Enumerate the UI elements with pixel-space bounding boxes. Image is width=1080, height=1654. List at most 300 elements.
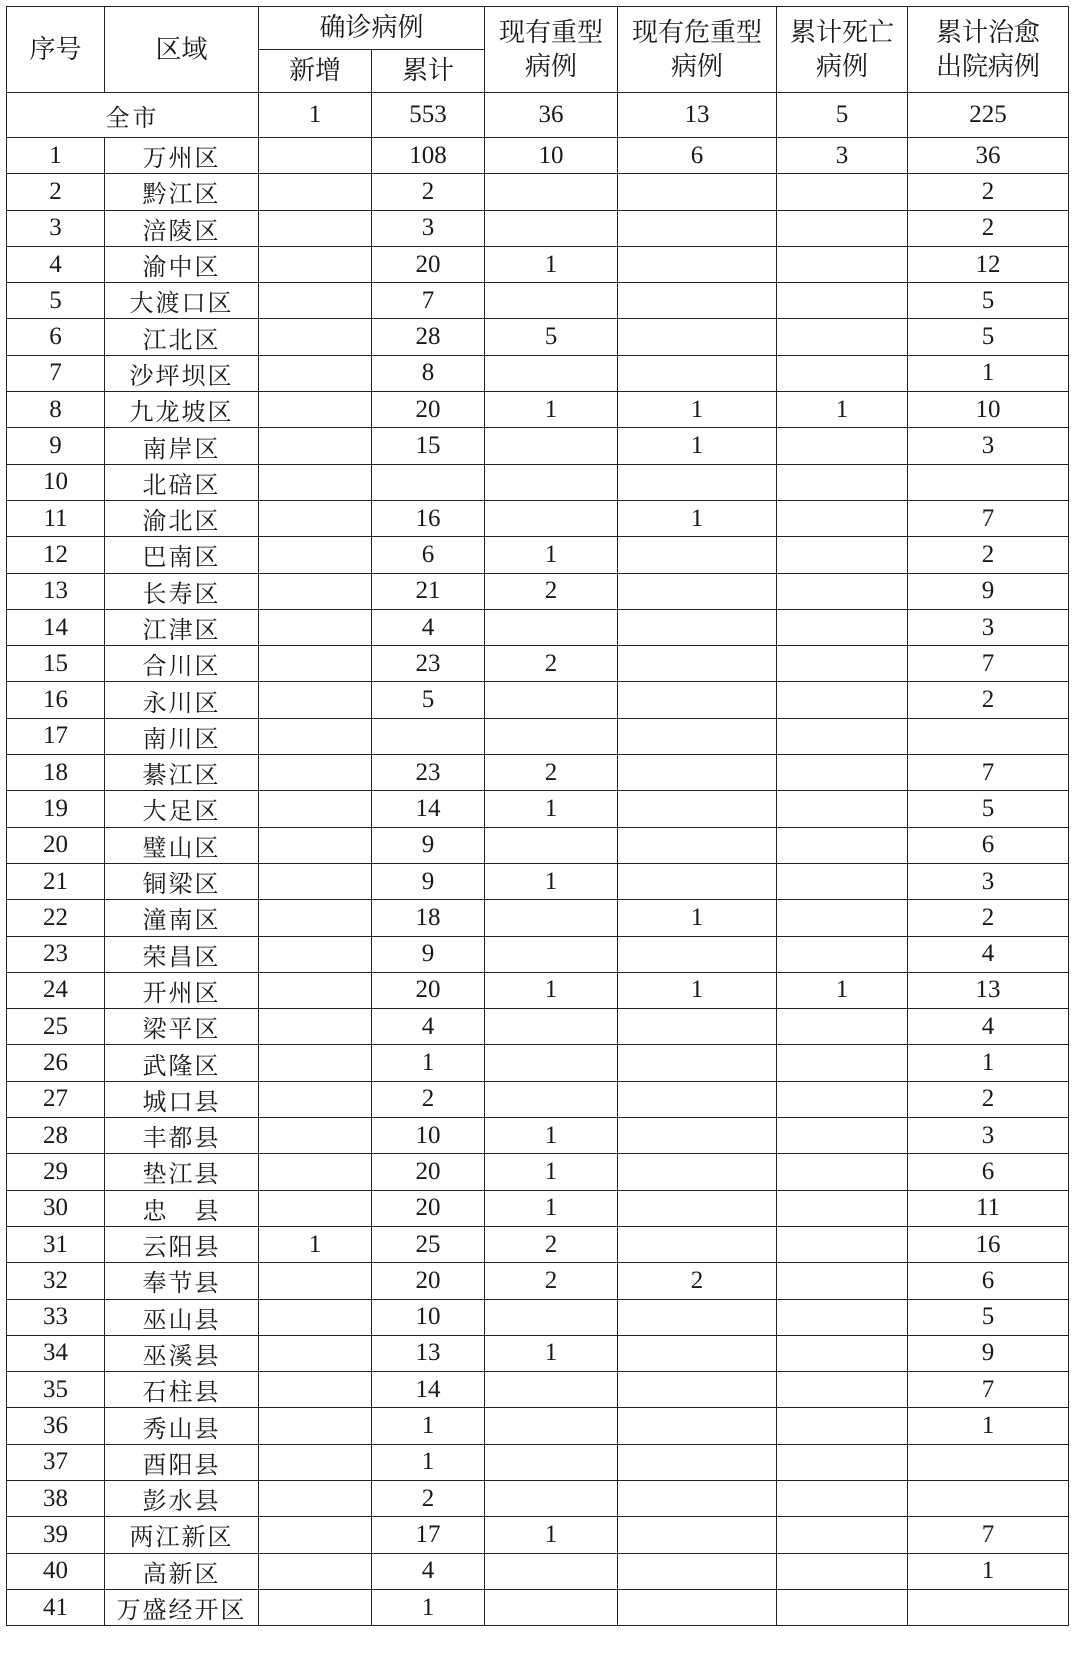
critical-cell: [618, 1009, 777, 1045]
region-cell: 巴南区: [105, 537, 259, 573]
cured-cell: 7: [908, 500, 1069, 536]
critical-cell: [618, 718, 777, 754]
new-cases-cell: [259, 646, 372, 682]
critical-cell: [618, 464, 777, 500]
header-severe-line1: 现有重型: [499, 17, 604, 48]
cured-cell: 2: [908, 682, 1069, 718]
table-row: [7, 392, 1069, 428]
deaths-cell: [777, 718, 908, 754]
cured-cell: 7: [908, 755, 1069, 791]
deaths-cell: [777, 1589, 908, 1625]
cured-cell: 3: [908, 609, 1069, 645]
deaths-cell: [777, 1226, 908, 1262]
table-row: [7, 1118, 1069, 1154]
cumulative-cell: 23: [372, 646, 485, 682]
header-critical: [618, 7, 777, 93]
cumulative-cell: 4: [372, 609, 485, 645]
cured-cell: [908, 718, 1069, 754]
table-row: [7, 500, 1069, 536]
critical-cell: [618, 682, 777, 718]
severe-cell: 1: [485, 1190, 618, 1226]
severe-cell: 2: [485, 646, 618, 682]
deaths-cell: [777, 500, 908, 536]
deaths-cell: [777, 609, 908, 645]
cumulative-cell: 9: [372, 936, 485, 972]
region-cell: 璧山区: [105, 827, 259, 863]
cured-cell: [908, 1480, 1069, 1516]
region-cell: 永川区: [105, 682, 259, 718]
table-row: [7, 936, 1069, 972]
new-cases-cell: [259, 1154, 372, 1190]
serial-cell: 31: [7, 1226, 105, 1262]
new-cases-cell: [259, 428, 372, 464]
serial-cell: 34: [7, 1335, 105, 1371]
header-critical-line2: 病例: [671, 51, 724, 82]
serial-cell: 29: [7, 1154, 105, 1190]
table-row: [7, 428, 1069, 464]
table-row: [7, 573, 1069, 609]
table-row: [7, 755, 1069, 791]
severe-cell: [485, 682, 618, 718]
critical-cell: [618, 210, 777, 246]
region-cell: 万州区: [105, 138, 259, 174]
deaths-cell: [777, 1480, 908, 1516]
severe-cell: [485, 1081, 618, 1117]
table-row: [7, 900, 1069, 936]
deaths-cell: [777, 1517, 908, 1553]
cured-cell: 5: [908, 1299, 1069, 1335]
new-cases-cell: [259, 283, 372, 319]
deaths-cell: [777, 283, 908, 319]
cumulative-cell: 15: [372, 428, 485, 464]
new-cases-cell: [259, 355, 372, 391]
deaths-cell: [777, 900, 908, 936]
region-cell: 黔江区: [105, 174, 259, 210]
cumulative-cell: 20: [372, 246, 485, 282]
table-row: [7, 1408, 1069, 1444]
region-cell: 北碚区: [105, 464, 259, 500]
severe-cell: [485, 827, 618, 863]
region-cell: 渝中区: [105, 246, 259, 282]
data-table-container: [6, 6, 1068, 1626]
serial-cell: 10: [7, 464, 105, 500]
severe-cell: [485, 1299, 618, 1335]
region-cell: 垫江县: [105, 1154, 259, 1190]
critical-cell: [618, 1154, 777, 1190]
header-cured-line2: 出院病例: [936, 51, 1041, 82]
header-cured: [908, 7, 1069, 93]
region-cell: 云阳县: [105, 1226, 259, 1262]
new-cases-cell: [259, 900, 372, 936]
table-row: [7, 863, 1069, 899]
new-cases-cell: 1: [259, 1226, 372, 1262]
table-row: [7, 791, 1069, 827]
table-row: [7, 682, 1069, 718]
header-row-1: [7, 7, 1069, 50]
cured-cell: 2: [908, 1081, 1069, 1117]
total-label: 全市: [7, 93, 259, 138]
cumulative-cell: 1: [372, 1045, 485, 1081]
critical-cell: [618, 863, 777, 899]
table-row: [7, 1226, 1069, 1262]
deaths-cell: [777, 791, 908, 827]
severe-cell: 2: [485, 755, 618, 791]
cumulative-cell: 3: [372, 210, 485, 246]
table-row: [7, 1517, 1069, 1553]
serial-cell: 40: [7, 1553, 105, 1589]
new-cases-cell: [259, 972, 372, 1008]
new-cases-cell: [259, 1190, 372, 1226]
deaths-cell: [777, 573, 908, 609]
region-cell: 渝北区: [105, 500, 259, 536]
cured-cell: 7: [908, 1517, 1069, 1553]
new-cases-cell: [259, 138, 372, 174]
serial-cell: 37: [7, 1444, 105, 1480]
deaths-cell: [777, 755, 908, 791]
cumulative-cell: [372, 718, 485, 754]
header-new: 新增: [259, 50, 372, 93]
cumulative-cell: 23: [372, 755, 485, 791]
table-row: [7, 1335, 1069, 1371]
total-deaths: 5: [777, 93, 908, 138]
header-deaths: [777, 7, 908, 93]
cured-cell: 7: [908, 646, 1069, 682]
serial-cell: 22: [7, 900, 105, 936]
cured-cell: 5: [908, 319, 1069, 355]
severe-cell: [485, 1372, 618, 1408]
severe-cell: [485, 464, 618, 500]
serial-cell: 9: [7, 428, 105, 464]
region-cell: 铜梁区: [105, 863, 259, 899]
header-cumulative: 累计: [372, 50, 485, 93]
table-row: [7, 1589, 1069, 1625]
cumulative-cell: 4: [372, 1009, 485, 1045]
deaths-cell: [777, 1190, 908, 1226]
region-cell: 开州区: [105, 972, 259, 1008]
table-row: [7, 174, 1069, 210]
serial-cell: 8: [7, 392, 105, 428]
cured-cell: 2: [908, 900, 1069, 936]
new-cases-cell: [259, 392, 372, 428]
critical-cell: [618, 936, 777, 972]
region-cell: 南岸区: [105, 428, 259, 464]
critical-cell: [618, 1081, 777, 1117]
serial-cell: 39: [7, 1517, 105, 1553]
severe-cell: [485, 1553, 618, 1589]
critical-cell: [618, 1480, 777, 1516]
cumulative-cell: 2: [372, 174, 485, 210]
serial-cell: 16: [7, 682, 105, 718]
table-row: [7, 537, 1069, 573]
deaths-cell: [777, 1263, 908, 1299]
cured-cell: 3: [908, 1118, 1069, 1154]
severe-cell: 1: [485, 246, 618, 282]
critical-cell: [618, 1190, 777, 1226]
region-cell: 丰都县: [105, 1118, 259, 1154]
cumulative-cell: 1: [372, 1408, 485, 1444]
serial-cell: 23: [7, 936, 105, 972]
cumulative-cell: 9: [372, 827, 485, 863]
severe-cell: [485, 609, 618, 645]
cumulative-cell: 6: [372, 537, 485, 573]
new-cases-cell: [259, 1372, 372, 1408]
serial-cell: 35: [7, 1372, 105, 1408]
new-cases-cell: [259, 500, 372, 536]
serial-cell: 17: [7, 718, 105, 754]
cured-cell: [908, 1589, 1069, 1625]
cured-cell: 6: [908, 1263, 1069, 1299]
cumulative-cell: 14: [372, 791, 485, 827]
new-cases-cell: [259, 1045, 372, 1081]
region-cell: 潼南区: [105, 900, 259, 936]
table-row: [7, 1045, 1069, 1081]
deaths-cell: 1: [777, 392, 908, 428]
severe-cell: 1: [485, 1118, 618, 1154]
table-row: [7, 355, 1069, 391]
region-cell: 城口县: [105, 1081, 259, 1117]
region-cell: 武隆区: [105, 1045, 259, 1081]
cured-cell: 4: [908, 1009, 1069, 1045]
region-cell: 长寿区: [105, 573, 259, 609]
serial-cell: 33: [7, 1299, 105, 1335]
serial-cell: 21: [7, 863, 105, 899]
critical-cell: [618, 1444, 777, 1480]
cumulative-cell: 10: [372, 1118, 485, 1154]
critical-cell: [618, 1226, 777, 1262]
deaths-cell: [777, 1372, 908, 1408]
deaths-cell: [777, 246, 908, 282]
critical-cell: [618, 319, 777, 355]
severe-cell: [485, 428, 618, 464]
severe-cell: 5: [485, 319, 618, 355]
region-cell: 合川区: [105, 646, 259, 682]
new-cases-cell: [259, 1517, 372, 1553]
critical-cell: [618, 283, 777, 319]
critical-cell: [618, 646, 777, 682]
cumulative-cell: 10: [372, 1299, 485, 1335]
table-row: [7, 646, 1069, 682]
serial-cell: 2: [7, 174, 105, 210]
critical-cell: [618, 355, 777, 391]
new-cases-cell: [259, 319, 372, 355]
new-cases-cell: [259, 755, 372, 791]
cumulative-cell: 25: [372, 1226, 485, 1262]
serial-cell: 25: [7, 1009, 105, 1045]
critical-cell: [618, 573, 777, 609]
new-cases-cell: [259, 1408, 372, 1444]
serial-cell: 20: [7, 827, 105, 863]
severe-cell: [485, 1480, 618, 1516]
severe-cell: 1: [485, 1154, 618, 1190]
new-cases-cell: [259, 537, 372, 573]
new-cases-cell: [259, 936, 372, 972]
severe-cell: 2: [485, 1263, 618, 1299]
cumulative-cell: 9: [372, 863, 485, 899]
cured-cell: 4: [908, 936, 1069, 972]
critical-cell: 1: [618, 972, 777, 1008]
deaths-cell: [777, 863, 908, 899]
severe-cell: 1: [485, 791, 618, 827]
new-cases-cell: [259, 863, 372, 899]
new-cases-cell: [259, 1444, 372, 1480]
critical-cell: 1: [618, 428, 777, 464]
header-serial: 序号: [7, 7, 105, 93]
deaths-cell: [777, 1154, 908, 1190]
critical-cell: [618, 827, 777, 863]
table-row: [7, 1081, 1069, 1117]
deaths-cell: [777, 1299, 908, 1335]
deaths-cell: [777, 1118, 908, 1154]
critical-cell: [618, 1045, 777, 1081]
table-header: [7, 7, 1069, 93]
header-deaths-line1: 累计死亡: [790, 17, 895, 48]
cured-cell: 1: [908, 1045, 1069, 1081]
header-severe: [485, 7, 618, 93]
header-severe-line2: 病例: [525, 51, 578, 82]
cured-cell: 2: [908, 174, 1069, 210]
deaths-cell: 1: [777, 972, 908, 1008]
cured-cell: 2: [908, 537, 1069, 573]
cured-cell: 36: [908, 138, 1069, 174]
new-cases-cell: [259, 1118, 372, 1154]
region-cell: 涪陵区: [105, 210, 259, 246]
region-cell: 荣昌区: [105, 936, 259, 972]
cumulative-cell: 13: [372, 1335, 485, 1371]
table-row: [7, 138, 1069, 174]
cured-cell: 9: [908, 573, 1069, 609]
deaths-cell: [777, 646, 908, 682]
table-body: [7, 93, 1069, 1626]
severe-cell: [485, 355, 618, 391]
cured-cell: 5: [908, 791, 1069, 827]
total-row: [7, 93, 1069, 138]
cumulative-cell: 4: [372, 1553, 485, 1589]
cumulative-cell: 18: [372, 900, 485, 936]
serial-cell: 3: [7, 210, 105, 246]
new-cases-cell: [259, 1335, 372, 1371]
cured-cell: 6: [908, 1154, 1069, 1190]
total-critical: 13: [618, 93, 777, 138]
critical-cell: [618, 1118, 777, 1154]
critical-cell: 2: [618, 1263, 777, 1299]
deaths-cell: [777, 1553, 908, 1589]
critical-cell: [618, 246, 777, 282]
severe-cell: 2: [485, 1226, 618, 1262]
deaths-cell: [777, 1444, 908, 1480]
cured-cell: 1: [908, 1553, 1069, 1589]
new-cases-cell: [259, 1589, 372, 1625]
severe-cell: 1: [485, 972, 618, 1008]
severe-cell: [485, 500, 618, 536]
new-cases-cell: [259, 682, 372, 718]
deaths-cell: [777, 464, 908, 500]
region-cell: 秀山县: [105, 1408, 259, 1444]
severe-cell: 1: [485, 392, 618, 428]
cured-cell: 9: [908, 1335, 1069, 1371]
critical-cell: [618, 609, 777, 645]
cured-cell: 7: [908, 1372, 1069, 1408]
deaths-cell: [777, 355, 908, 391]
cumulative-cell: 28: [372, 319, 485, 355]
deaths-cell: [777, 827, 908, 863]
table-row: [7, 827, 1069, 863]
critical-cell: 1: [618, 392, 777, 428]
region-cell: 忠 县: [105, 1190, 259, 1226]
new-cases-cell: [259, 464, 372, 500]
severe-cell: [485, 174, 618, 210]
severe-cell: [485, 1009, 618, 1045]
serial-cell: 27: [7, 1081, 105, 1117]
new-cases-cell: [259, 1480, 372, 1516]
cured-cell: 2: [908, 210, 1069, 246]
severe-cell: [485, 1408, 618, 1444]
deaths-cell: [777, 936, 908, 972]
cured-cell: 12: [908, 246, 1069, 282]
new-cases-cell: [259, 210, 372, 246]
serial-cell: 4: [7, 246, 105, 282]
critical-cell: [618, 755, 777, 791]
new-cases-cell: [259, 791, 372, 827]
cured-cell: [908, 464, 1069, 500]
total-cumulative: 553: [372, 93, 485, 138]
cured-cell: 5: [908, 283, 1069, 319]
table-row: [7, 1009, 1069, 1045]
new-cases-cell: [259, 1009, 372, 1045]
new-cases-cell: [259, 1299, 372, 1335]
table-row: [7, 972, 1069, 1008]
table-row: [7, 718, 1069, 754]
cumulative-cell: 20: [372, 392, 485, 428]
severe-cell: 1: [485, 537, 618, 573]
deaths-cell: [777, 1045, 908, 1081]
critical-cell: [618, 791, 777, 827]
severe-cell: 1: [485, 863, 618, 899]
new-cases-cell: [259, 609, 372, 645]
new-cases-cell: [259, 1263, 372, 1299]
critical-cell: [618, 1517, 777, 1553]
cumulative-cell: 20: [372, 1154, 485, 1190]
table-row: [7, 1299, 1069, 1335]
cured-cell: 16: [908, 1226, 1069, 1262]
serial-cell: 19: [7, 791, 105, 827]
new-cases-cell: [259, 246, 372, 282]
severe-cell: [485, 1589, 618, 1625]
region-cell: 两江新区: [105, 1517, 259, 1553]
cured-cell: [908, 1444, 1069, 1480]
critical-cell: 1: [618, 500, 777, 536]
region-cell: 沙坪坝区: [105, 355, 259, 391]
cumulative-cell: 5: [372, 682, 485, 718]
critical-cell: 1: [618, 900, 777, 936]
region-cell: 万盛经开区: [105, 1589, 259, 1625]
region-cell: 巫溪县: [105, 1335, 259, 1371]
cumulative-cell: 21: [372, 573, 485, 609]
region-cell: 高新区: [105, 1553, 259, 1589]
serial-cell: 38: [7, 1480, 105, 1516]
serial-cell: 28: [7, 1118, 105, 1154]
serial-cell: 24: [7, 972, 105, 1008]
severe-cell: 10: [485, 138, 618, 174]
serial-cell: 32: [7, 1263, 105, 1299]
region-cell: 彭水县: [105, 1480, 259, 1516]
total-new: 1: [259, 93, 372, 138]
table-row: [7, 283, 1069, 319]
serial-cell: 13: [7, 573, 105, 609]
deaths-cell: [777, 1335, 908, 1371]
critical-cell: [618, 537, 777, 573]
cured-cell: 10: [908, 392, 1069, 428]
critical-cell: [618, 1299, 777, 1335]
